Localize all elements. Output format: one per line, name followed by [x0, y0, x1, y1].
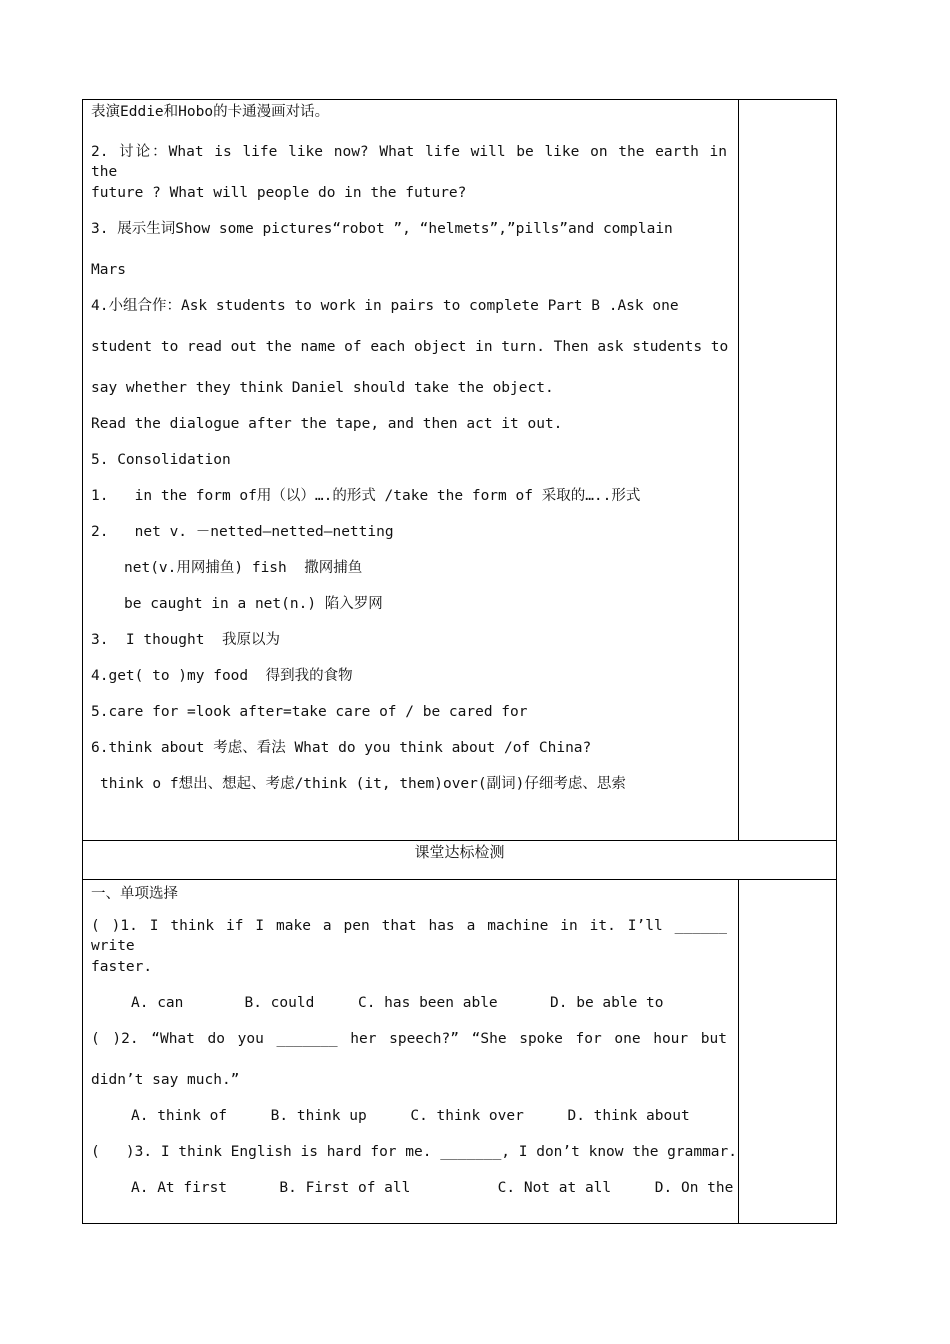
quiz-content — [83, 880, 738, 1214]
question-3: ( )3. I think English is hard for me. _______, I don’t know the grammar. — [91, 1144, 738, 1160]
question-3-options: A. At first B. First of all C. Not at all D. On the — [131, 1180, 734, 1196]
step-line: Read the dialogue after the tape, and then act it out. — [91, 416, 563, 432]
quiz-part-title: 一、单项选择 — [91, 886, 178, 902]
lesson-steps-cell — [83, 100, 739, 841]
step-line: 2. net v. －netted—netted—netting — [91, 524, 394, 540]
lesson-plan-table — [82, 99, 837, 1224]
question-2-options: A. think of B. think up C. think over D. think about — [131, 1108, 690, 1124]
quiz-cell — [83, 880, 739, 1224]
step-line: say whether they think Daniel should take the object. — [91, 380, 554, 396]
step-line: 4.get( to )my food 得到我的食物 — [91, 668, 353, 684]
step-line: 3. I thought 我原以为 — [91, 632, 280, 648]
step-line: Mars — [91, 262, 126, 278]
step-line: 1. in the form of用（以）….的形式 /take the form of 采取的…..形式 — [91, 488, 641, 504]
step-line: 表演Eddie和Hobo的卡通漫画对话。 — [91, 104, 330, 120]
step-line: 4.小组合作：Ask students to work in pairs to complete Part B .Ask one — [91, 298, 679, 314]
step-line: be caught in a net(n.) 陷入罗网 — [124, 596, 383, 612]
step-line: 5. Consolidation — [91, 452, 231, 468]
step-line: 2. 讨论：What is life like now? What life will be like on the earth in the — [91, 144, 727, 180]
step-line: net(v.用网捕鱼) fish 撒网捕鱼 — [124, 560, 363, 576]
quiz-notes-cell — [739, 880, 837, 1224]
step-line: 5.care for =look after=take care of / be cared for — [91, 704, 528, 720]
question-1-continued: faster. — [91, 959, 153, 975]
step-line: student to read out the name of each object in turn. Then ask students to — [91, 339, 729, 355]
step-line: think o f想出、想起、考虑/think (it, them)over(副词)仔细考虑、思索 — [100, 776, 626, 792]
step-line: future ? What will people do in the future? — [91, 185, 467, 201]
question-2: ( )2. “What do you _______ her speech?” “She spoke for one hour but — [91, 1031, 727, 1047]
question-1: ( )1. I think if I make a pen that has a machine in it. I’ll ______ write — [91, 918, 727, 954]
lesson-steps — [83, 100, 738, 810]
step-line: 6.think about 考虑、看法 What do you think about /of China? — [91, 740, 592, 756]
question-1-options: A. can B. could C. has been able D. be able to — [131, 995, 664, 1011]
notes-cell — [739, 100, 837, 841]
question-2-continued: didn’t say much.” — [91, 1072, 240, 1088]
section-heading: 课堂达标检测 — [83, 841, 837, 880]
step-line: 3. 展示生词Show some pictures“robot ”, “helmets”,”pills”and complain — [91, 221, 673, 237]
